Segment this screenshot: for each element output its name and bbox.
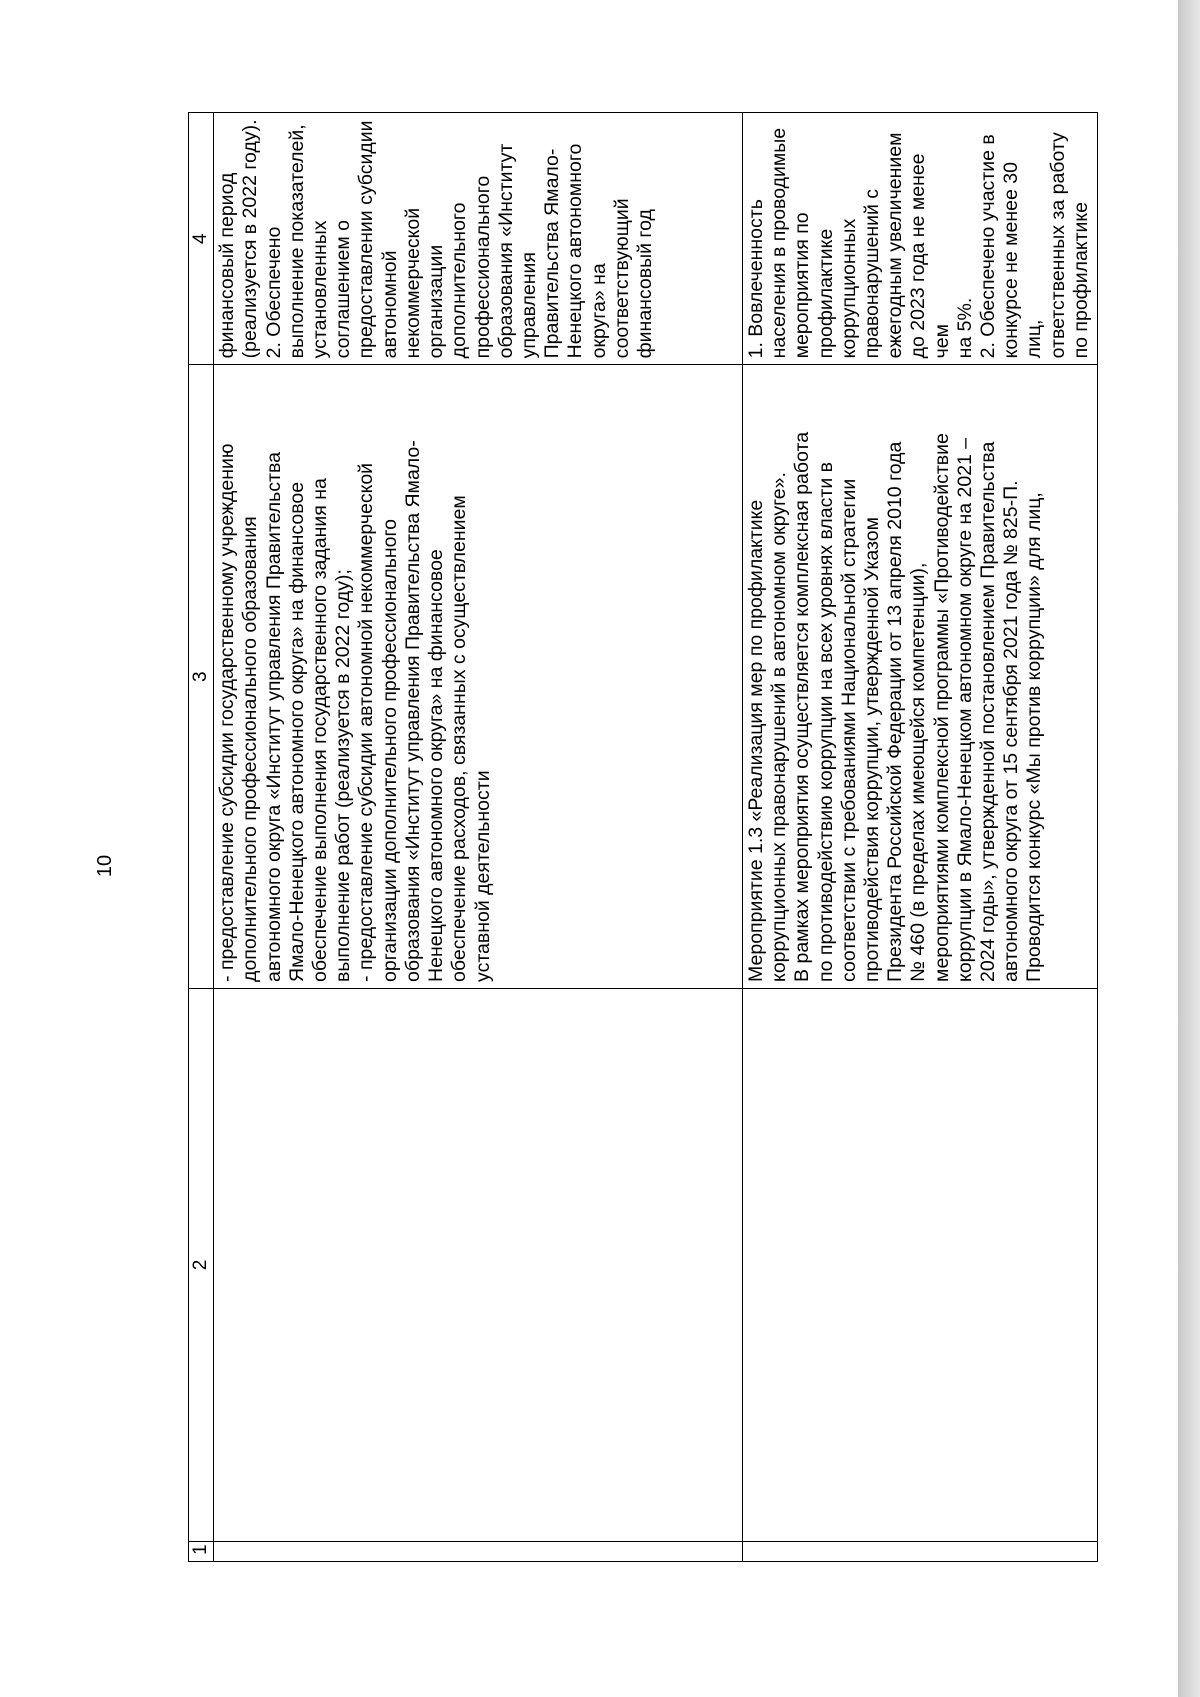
row1-measure-description: - предоставление субсидии государственному учреждению дополнительного профессионального образования автономного округа «Институт управления Правительства Ямало-Ненецкого автономного округа» на финансовое обеспечение выполнения государственного задания на выполнение работ (реализуется в 2022 году); - предоставление субсидии автономной некоммерческой организации дополнительного профессионального образования «Институт управления Правительства Ямало- Ненецкого автономного округа» на финансовое обеспечение расходов, связанных с осуществлением уставной деятельности (214, 365, 743, 989)
row2-col1-cell (743, 1542, 1098, 1562)
header-cell-3: 3 (189, 365, 214, 989)
table-header-row (189, 113, 214, 1562)
row1-expected-results: финансовый период (реализуется в 2022 году). 2. Обеспечено выполнение показателей, установленных соглашением о предоставлении субсидии автономной некоммерческой организации дополнительного профессионального образования «Институт управления Правительства Ямало- Ненецкого автономного округа» на соответствующий финансовый год (214, 113, 743, 365)
row2-col2-cell (743, 988, 1098, 1541)
table-row (214, 113, 743, 1562)
row1-col2-cell (214, 988, 743, 1541)
page-number: 10 (94, 854, 116, 878)
header-cell-2: 2 (189, 988, 214, 1541)
table-rotated-content (188, 112, 1098, 1562)
row1-col1-cell (214, 1542, 743, 1562)
program-table (188, 112, 1098, 1562)
table-row (743, 113, 1098, 1562)
header-cell-4: 4 (189, 113, 214, 365)
row2-expected-results: 1. Вовлеченность населения в проводимые мероприятия по профилактике коррупционных правонарушений с ежегодным увеличением до 2023 года не менее чем на 5%. 2. Обеспечено участие в конкурсе не менее 30 лиц, ответственных за работу по профилактике (743, 113, 1098, 365)
row2-measure-description: Мероприятие 1.3 «Реализация мер по профилактике коррупционных правонарушений в автономном округе». В рамках мероприятия осуществляется комплексная работа по противодействию коррупции на всех уровнях власти в соответствии с требованиями Национальной стратегии противодействия коррупции, утвержденной Указом Президента Российской Федерации от 13 апреля 2010 года № 460 (в пределах имеющейся компетенции), мероприятиями комплексной программы «Противодействие коррупции в Ямало-Ненецком автономном округе на 2021 – 2024 годы», утвержденной постановлением Правительства автономного округа от 15 сентября 2021 года № 825-П. Проводится конкурс «Мы против коррупции» для лиц, (743, 365, 1098, 989)
table-container (188, 112, 1098, 1562)
scan-edge-shadow (1178, 0, 1200, 1697)
header-cell-1: 1 (189, 1542, 214, 1562)
